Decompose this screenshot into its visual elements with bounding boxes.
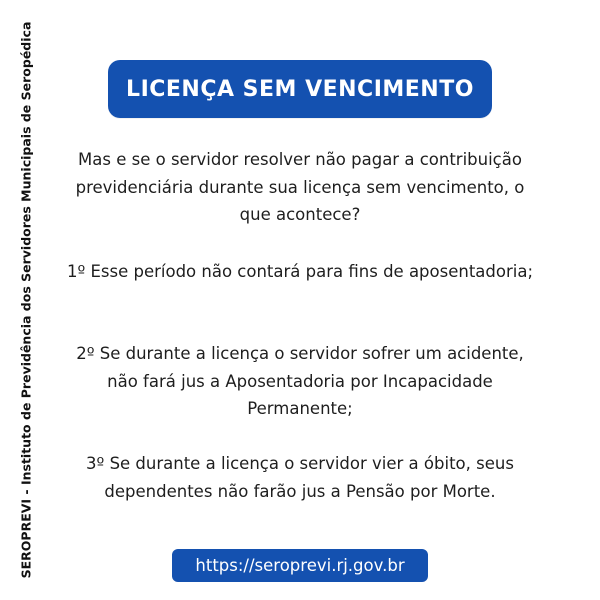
point-3: 3º Se durante a licença o servidor vier a óbito, seus dependentes não farão jus a Pensão por Morte. (86, 454, 514, 501)
website-link[interactable]: https://seroprevi.rj.gov.br (172, 549, 428, 582)
page-title: LICENÇA SEM VENCIMENTO (126, 76, 474, 102)
institution-caption: SEROPREVI - Instituto de Previdência dos Servidores Municipais de Seropédica (18, 21, 34, 579)
title-banner (108, 60, 492, 118)
point-2: 2º Se durante a licença o servidor sofrer um acidente, não fará jus a Aposentadoria por Incapacidade Permanente; (76, 344, 524, 418)
question-paragraph: Mas e se o servidor resolver não pagar a contribuição previdenciária durante sua licença sem vencimento, o que acontece? (75, 150, 525, 224)
point-1: 1º Esse período não contará para fins de aposentadoria; (66, 262, 534, 281)
